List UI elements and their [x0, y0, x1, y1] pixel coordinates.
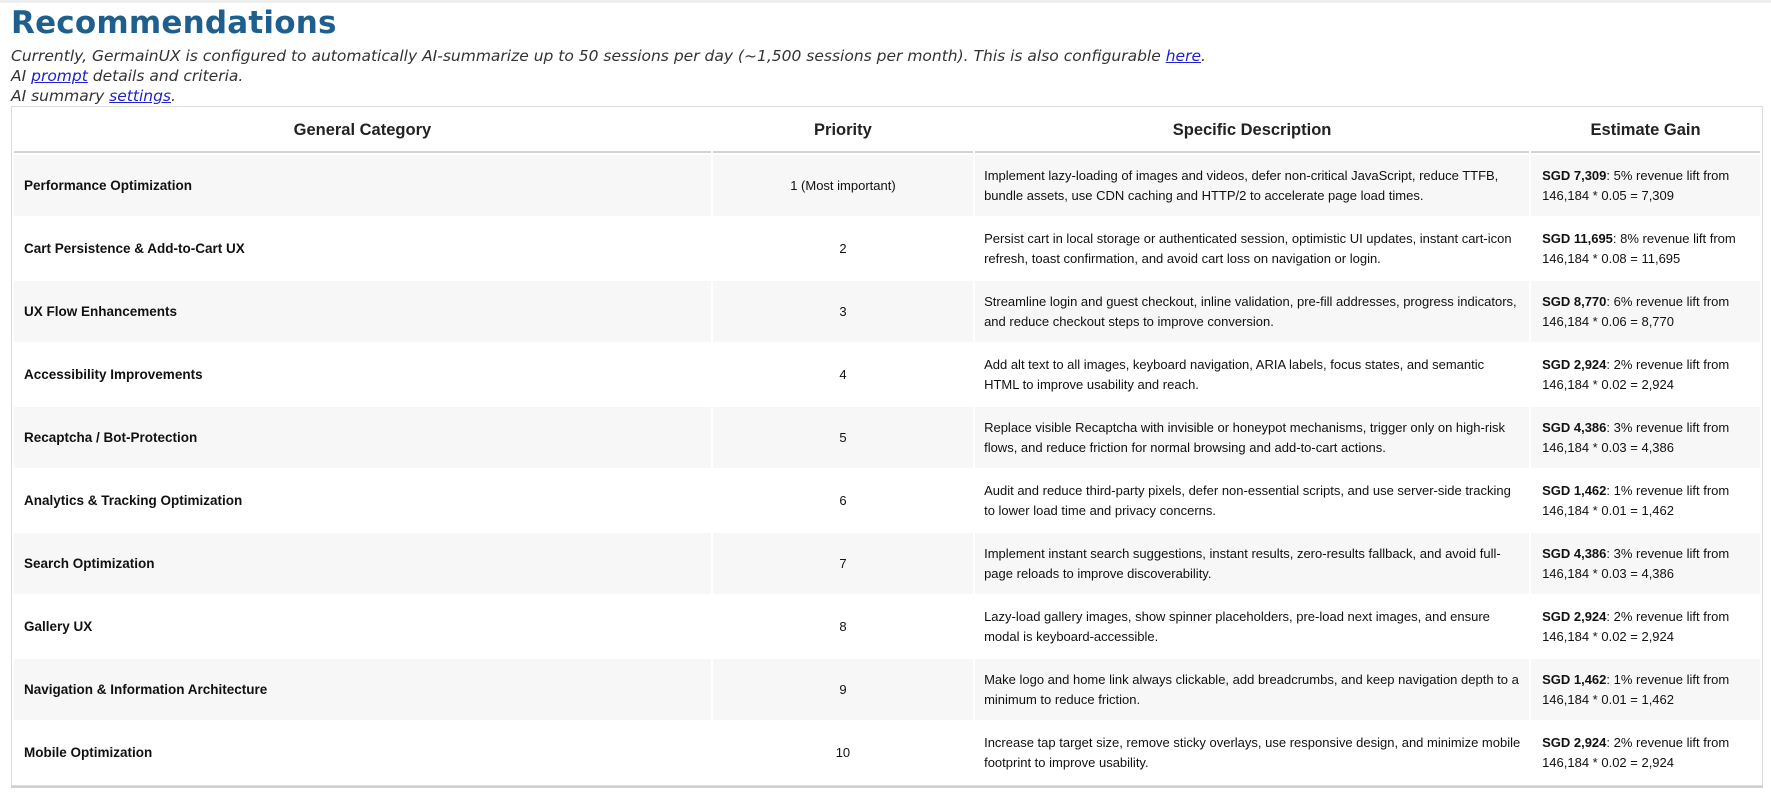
- estimate-gain-amount: SGD 4,386: [1542, 545, 1607, 561]
- estimate-gain-cell: [1531, 155, 1760, 216]
- estimate-gain-amount: SGD 2,924: [1542, 734, 1607, 750]
- intro-line-2-prefix: AI: [11, 67, 32, 85]
- estimate-gain-detail: : 3% revenue lift from 146,184 * 0.03 = 4,386: [1542, 419, 1730, 455]
- estimate-gain-amount: SGD 4,386: [1542, 419, 1607, 435]
- recommendations-table: [11, 106, 1763, 786]
- estimate-gain-amount: SGD 7,309: [1542, 167, 1607, 183]
- general-category-cell: UX Flow Enhancements: [14, 281, 711, 342]
- priority-cell: 5: [713, 407, 973, 468]
- intro-line-3-suffix: .: [170, 87, 176, 105]
- specific-description-cell: Implement lazy-loading of images and videos, defer non-critical JavaScript, reduce TTFB, bundle assets, use CDN caching and HTTP/2 to accelerate page load times.: [975, 155, 1529, 216]
- header-priority: Priority: [713, 109, 973, 153]
- estimate-gain-detail: : 2% revenue lift from 146,184 * 0.02 = 2,924: [1542, 608, 1730, 644]
- general-category-cell: Navigation & Information Architecture: [14, 659, 711, 720]
- estimate-gain-amount: SGD 11,695: [1542, 230, 1613, 246]
- estimate-gain-cell: [1531, 470, 1760, 531]
- priority-cell: 4: [713, 344, 973, 405]
- table-row: [14, 470, 1760, 531]
- estimate-gain-detail: : 3% revenue lift from 146,184 * 0.03 = 4,386: [1542, 545, 1730, 581]
- priority-cell: 8: [713, 596, 973, 657]
- bottom-divider: [11, 786, 1763, 788]
- table-row: [14, 281, 1760, 342]
- header-general-category: General Category: [14, 109, 711, 153]
- intro-line-3-prefix: AI summary: [11, 87, 110, 105]
- estimate-gain-amount: SGD 1,462: [1542, 482, 1607, 498]
- table-row: [14, 596, 1760, 657]
- intro-line-3: [11, 86, 1761, 106]
- specific-description-cell: Make logo and home link always clickable, add breadcrumbs, and keep navigation depth to a minimum to reduce friction.: [975, 659, 1529, 720]
- general-category-cell: Gallery UX: [14, 596, 711, 657]
- general-category-cell: Recaptcha / Bot-Protection: [14, 407, 711, 468]
- specific-description-cell: Replace visible Recaptcha with invisible or honeypot mechanisms, trigger only on high-risk flows, and reduce friction for normal browsing and add-to-cart actions.: [975, 407, 1529, 468]
- table-row: [14, 533, 1760, 594]
- estimate-gain-cell: [1531, 533, 1760, 594]
- general-category-cell: Accessibility Improvements: [14, 344, 711, 405]
- estimate-gain-detail: : 5% revenue lift from 146,184 * 0.05 = 7,309: [1542, 167, 1730, 203]
- priority-cell: 6: [713, 470, 973, 531]
- specific-description-cell: Lazy-load gallery images, show spinner placeholders, pre-load next images, and ensure modal is keyboard-accessible.: [975, 596, 1529, 657]
- priority-cell: 3: [713, 281, 973, 342]
- general-category-cell: Performance Optimization: [14, 155, 711, 216]
- priority-cell: 7: [713, 533, 973, 594]
- table-row: [14, 722, 1760, 783]
- priority-cell: 10: [713, 722, 973, 783]
- specific-description-cell: Add alt text to all images, keyboard navigation, ARIA labels, focus states, and semantic HTML to improve usability and reach.: [975, 344, 1529, 405]
- estimate-gain-detail: : 1% revenue lift from 146,184 * 0.01 = 1,462: [1542, 671, 1730, 707]
- table-row: [14, 155, 1760, 216]
- intro-line-2: [11, 66, 1761, 86]
- estimate-gain-cell: [1531, 596, 1760, 657]
- estimate-gain-detail: : 2% revenue lift from 146,184 * 0.02 = 2,924: [1542, 356, 1730, 392]
- estimate-gain-cell: [1531, 407, 1760, 468]
- specific-description-cell: Audit and reduce third-party pixels, defer non-essential scripts, and use server-side tracking to lower load time and privacy concerns.: [975, 470, 1529, 531]
- header-estimate-gain: Estimate Gain: [1531, 109, 1760, 153]
- recommendations-section: [0, 4, 1771, 788]
- configure-here-link[interactable]: here: [1165, 47, 1201, 65]
- general-category-cell: Analytics & Tracking Optimization: [14, 470, 711, 531]
- table-row: [14, 344, 1760, 405]
- estimate-gain-cell: [1531, 722, 1760, 783]
- intro-line-1-text: Currently, GermainUX is configured to automatically AI-summarize up to 50 sessions per day (~1,500 sessions per month). This is also configurable: [11, 47, 1166, 65]
- priority-cell: 9: [713, 659, 973, 720]
- prompt-link[interactable]: prompt: [31, 67, 88, 85]
- estimate-gain-amount: SGD 2,924: [1542, 608, 1607, 624]
- table-row: [14, 407, 1760, 468]
- general-category-cell: Mobile Optimization: [14, 722, 711, 783]
- estimate-gain-cell: [1531, 218, 1760, 279]
- priority-cell: 2: [713, 218, 973, 279]
- specific-description-cell: Streamline login and guest checkout, inline validation, pre-fill addresses, progress indicators, and reduce checkout steps to improve conversion.: [975, 281, 1529, 342]
- table-header-row: [14, 109, 1760, 153]
- priority-cell: 1 (Most important): [713, 155, 973, 216]
- estimate-gain-cell: [1531, 281, 1760, 342]
- intro-line-1: [11, 46, 1761, 66]
- specific-description-cell: Increase tap target size, remove sticky overlays, use responsive design, and minimize mobile footprint to improve usability.: [975, 722, 1529, 783]
- estimate-gain-detail: : 8% revenue lift from 146,184 * 0.08 = 11,695: [1542, 230, 1736, 266]
- estimate-gain-detail: : 2% revenue lift from 146,184 * 0.02 = 2,924: [1542, 734, 1730, 770]
- page-title: Recommendations: [11, 5, 337, 41]
- general-category-cell: Cart Persistence & Add-to-Cart UX: [14, 218, 711, 279]
- intro-line-1-end: .: [1201, 47, 1206, 65]
- estimate-gain-detail: : 6% revenue lift from 146,184 * 0.06 = 8,770: [1542, 293, 1730, 329]
- intro-line-2-suffix: details and criteria.: [87, 67, 244, 85]
- specific-description-cell: Persist cart in local storage or authenticated session, optimistic UI updates, instant cart-icon refresh, toast confirmation, and avoid cart loss on navigation or login.: [975, 218, 1529, 279]
- table-row: [14, 218, 1760, 279]
- general-category-cell: Search Optimization: [14, 533, 711, 594]
- estimate-gain-amount: SGD 2,924: [1542, 356, 1607, 372]
- header-specific-description: Specific Description: [975, 109, 1529, 153]
- estimate-gain-amount: SGD 1,462: [1542, 671, 1607, 687]
- top-divider: [0, 0, 1771, 3]
- estimate-gain-cell: [1531, 344, 1760, 405]
- estimate-gain-detail: : 1% revenue lift from 146,184 * 0.01 = 1,462: [1542, 482, 1730, 518]
- specific-description-cell: Implement instant search suggestions, instant results, zero-results fallback, and avoid full-page reloads to improve discoverability.: [975, 533, 1529, 594]
- intro-text: [11, 46, 1761, 106]
- estimate-gain-amount: SGD 8,770: [1542, 293, 1607, 309]
- estimate-gain-cell: [1531, 659, 1760, 720]
- table-row: [14, 659, 1760, 720]
- settings-link[interactable]: settings: [109, 87, 171, 105]
